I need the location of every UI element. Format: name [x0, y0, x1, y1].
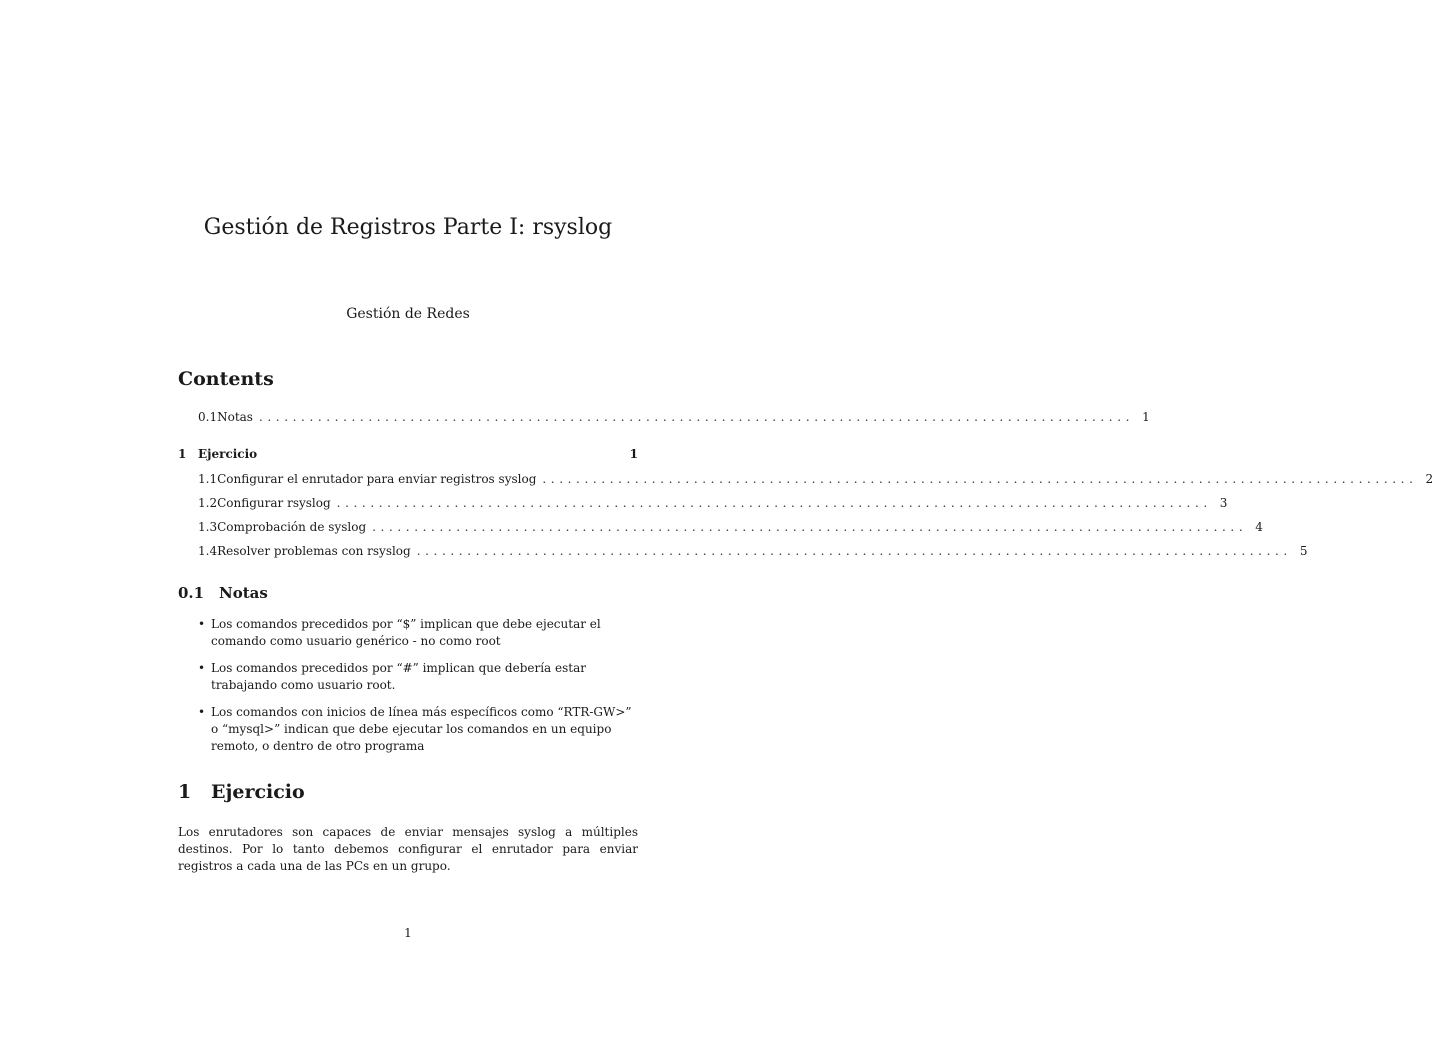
toc-entry-comprobacion[interactable] — [178, 517, 1263, 537]
exercise-heading-number: 1 — [178, 781, 192, 803]
toc-entry-page: 1 — [629, 447, 638, 461]
exercise-heading-text: Ejercicio — [211, 781, 305, 803]
toc-entry-number: 1.4 — [198, 544, 218, 558]
toc-entry-label: Notas — [217, 410, 253, 424]
toc-leader-dots: ........................................................................................................ — [258, 410, 1135, 424]
toc-entry-configurar-rsyslog[interactable] — [178, 493, 1228, 513]
notes-heading — [178, 582, 268, 604]
exercise-heading — [178, 779, 305, 805]
list-item — [198, 704, 638, 755]
bullet-text: Los comandos con inicios de línea más específicos como “RTR-GW>” o “mysql>” indican que debe ejecutar los comandos en un equipo remoto, o dentro de otro programa — [211, 705, 632, 753]
toc-entry-page: 1 — [1142, 410, 1150, 424]
toc-entry-label: Comprobación de syslog — [217, 520, 367, 534]
toc-entry-page: 4 — [1255, 520, 1263, 534]
document-author: Gestión de Redes — [346, 306, 470, 322]
toc-entry-page: 2 — [1425, 472, 1433, 486]
toc-entry-page: 5 — [1299, 544, 1308, 558]
toc-entry-number: 1 — [178, 447, 187, 461]
bullet-icon: • — [198, 705, 206, 719]
toc-leader-dots: ........................................................................................................ — [542, 472, 1418, 486]
document-title: Gestión de Registros Parte I: rsyslog — [203, 215, 613, 240]
toc-entry-label: Configurar el enrutador para enviar registros syslog — [217, 472, 537, 486]
bullet-text: Los comandos precedidos por “#” implican que debería estar trabajando como usuario root. — [211, 661, 586, 692]
toc-leader-dots: ........................................................................................................ — [372, 520, 1248, 534]
toc-entry-number: 1.2 — [198, 496, 218, 510]
toc-entry-resolver-problemas[interactable] — [178, 541, 1308, 561]
toc-entry-page: 3 — [1219, 496, 1228, 510]
toc-entry-label: Ejercicio — [198, 447, 258, 461]
toc-heading: Contents — [178, 368, 274, 390]
notes-bullet-list — [198, 616, 638, 765]
toc-entry-notas[interactable] — [178, 407, 1150, 427]
toc-entry-configurar-enrutador[interactable] — [178, 469, 1433, 489]
toc-entry-ejercicio[interactable] — [178, 444, 638, 464]
toc-leader-dots: ........................................................................................................ — [416, 544, 1292, 558]
toc-entry-label: Resolver problemas con rsyslog — [217, 544, 411, 558]
toc-entry-number: 0.1 — [198, 410, 218, 424]
page-number: 1 — [404, 926, 412, 940]
bullet-text: Los comandos precedidos por “$” implican que debe ejecutar el comando como usuario genérico - no como root — [211, 617, 601, 648]
toc-leader-dots: ........................................................................................................ — [336, 496, 1212, 510]
toc-entry-number: 1.3 — [198, 520, 218, 534]
notes-heading-number: 0.1 — [178, 584, 205, 602]
bullet-icon: • — [198, 661, 206, 675]
list-item — [198, 616, 638, 650]
notes-heading-text: Notas — [219, 584, 268, 602]
list-item — [198, 660, 638, 694]
exercise-paragraph: Los enrutadores son capaces de enviar mensajes syslog a múltiples destinos. Por lo tanto debemos configurar el enrutador para enviar registros a cada una de las PCs en un grupo. — [178, 825, 638, 873]
toc-entry-number: 1.1 — [198, 472, 218, 486]
toc-entry-label: Configurar rsyslog — [217, 496, 331, 510]
bullet-icon: • — [198, 617, 206, 631]
